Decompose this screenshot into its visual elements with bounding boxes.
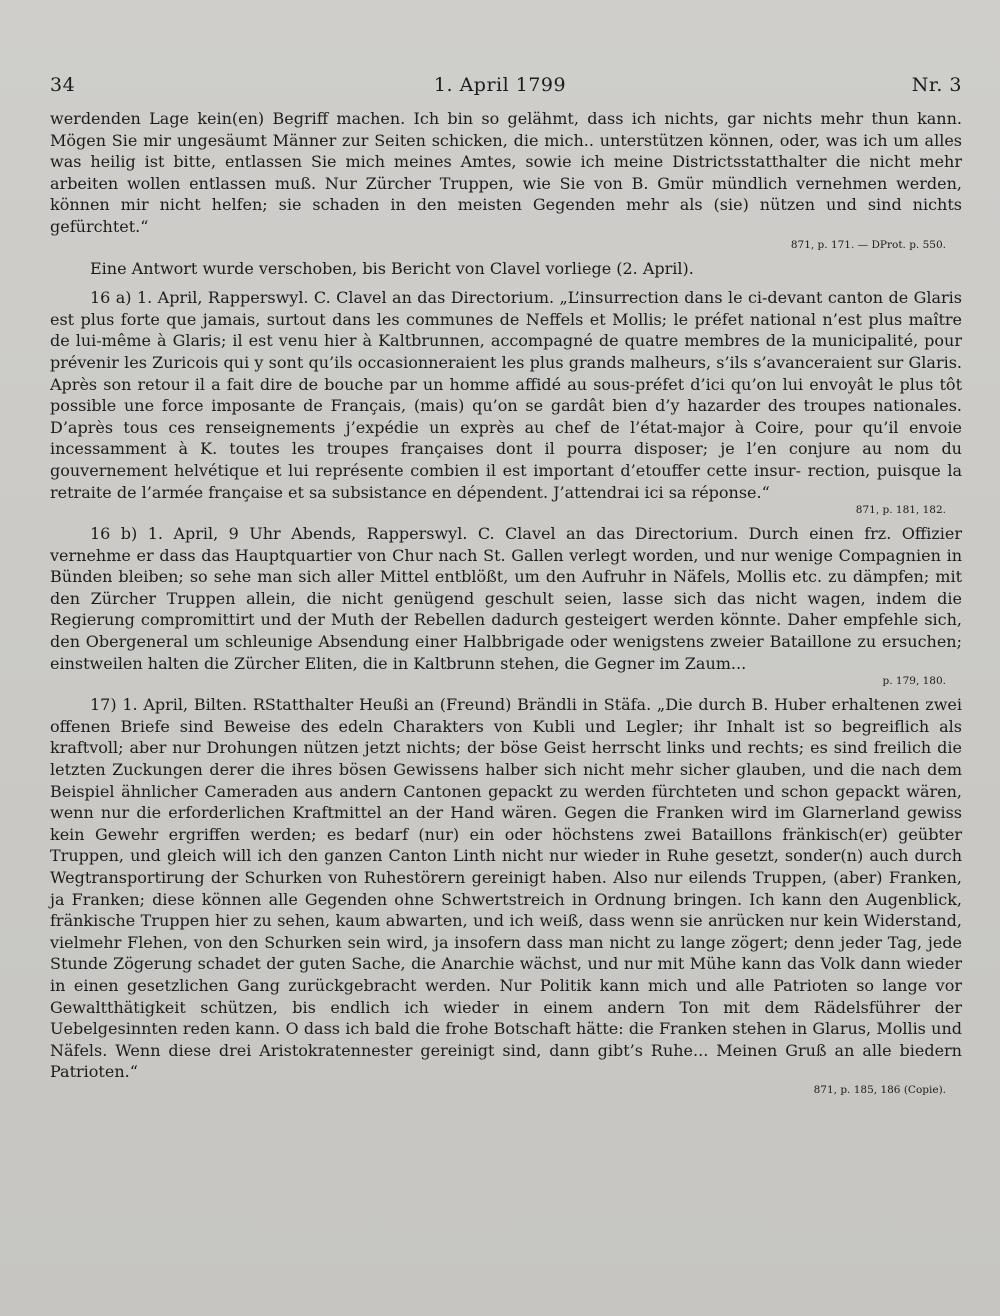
entry-16a <box>50 287 962 503</box>
citation: 871, p. 185, 186 (Copie). <box>813 1083 946 1096</box>
text-line: können mir nicht helfen; sie schaden in den meisten Gegenden mehr als (sie) nützen und sind nichts gefürchtet.“ <box>50 195 962 236</box>
citation: p. 179, 180. <box>882 675 946 688</box>
page-date: 1. April 1799 <box>433 74 567 96</box>
text-line: qu’on lui envoyât le plus tôt possible une force imposante de Français, (mais) qu’on se gardât bien d’y <box>50 374 962 416</box>
text-line: à Coire, pour qu’il envoie incessamment à K. toutes les troupes françaises dont il pourra disposer; je l’en <box>50 417 962 459</box>
text-line: Ton mit dem Rädelsführer der Uebelgesinnten reden kann. O dass ich bald die frohe Botschaft hätte: die <box>50 997 962 1039</box>
page-number: 34 <box>50 74 76 96</box>
text-line: alles was heilig ist bitte, entlassen Sie mich meines Amtes, sowie ich meine Districtsstatthalter die nicht <box>50 130 962 172</box>
editorial-note: Eine Antwort wurde verschoben, bis Bericht von Clavel vorliege (2. April). <box>90 258 694 278</box>
text-line: mit den Zürcher Truppen allein, die nicht genügend geschult seien, lasse sich das nicht wagen, indem die <box>50 567 962 608</box>
text-line: und die nach dem Beispiel ähnlicher Cameraden aus andern Cantonen gepackt zu werden fürchteten und <box>50 760 962 801</box>
text-line: sonder(n) auch durch Wegtransportirung der Schurken von Ruhestörern gereinigt haben. Also nur eilends <box>50 846 962 887</box>
text-line: nur mit Mühe kann das Volk dann wieder in einen gesetzlichen Gang zurückgebracht werden. Nur Politik <box>50 954 962 995</box>
text-line: s’avanceraient sur Glaris. Après son retour il a fait dire de bouche par un homme affidé au sous-préfet d’ici <box>50 352 963 394</box>
text-line: 16 a) 1. April, Rapperswyl. C. Clavel an das Directorium. „L’insurrection dans le ci-devant canton de <box>90 288 909 308</box>
entry-16b <box>50 523 962 674</box>
text-line: fränkisch(er) geübter Truppen, und gleich will ich den ganzen Canton Linth nicht nur wieder in Ruhe gesetzt, <box>50 824 962 866</box>
text-line: 17) 1. April, Bilten. RStatthalter Heußi an (Freund) Brändli in Stäfa. „Die durch B. Huber erhaltenen <box>90 695 920 715</box>
text-line: sind freilich die letzten Zuckungen derer die ihres bösen Gewissens halber sich nicht mehr sicher glauben, <box>50 738 962 780</box>
citation: 871, p. 171. — DProt. p. 550. <box>790 238 946 251</box>
text-line: plus maître de lui-même à Glaris; il est venu hier à Kaltbrunnen, accompagné de quatre membres de la <box>50 309 962 351</box>
text-line: den Obergeneral um schleunige Absendung einer Halbbrigade oder wenigstens zweier Bataillone zu ersuchen; <box>50 632 962 652</box>
text-line: im Glarnerland gewiss kein Gewehr ergriffen werden; es bedarf (nur) ein oder höchstens zwei Bataillons <box>50 803 962 844</box>
text-line: Franken stehen in Glarus, Mollis und Näfels. Wenn diese drei Aristokratennester gereinigt sind, dann gibt’s <box>50 1019 962 1060</box>
text-line: vernehme er dass das Hauptquartier von Chur nach St. Gallen verlegt worden, und nur wenige Compagnien <box>50 545 941 565</box>
text-line: Glaris est plus forte que jamais, surtout dans les communes de Neffels et Mollis; le préfet national n’est <box>50 288 963 329</box>
text-line: einstweilen halten die Zürcher Eliten, die in Kaltbrunn stehen, die Gegner im Zaum... <box>50 653 747 673</box>
page-header <box>50 74 962 96</box>
text-line: Truppen, (aber) Franken, ja Franken; diese können alle Gegenden ohne Schwertstreich in Ordnung bringen. <box>50 868 963 909</box>
text-line: Mögen Sie mir ungesäumt Männer zur Seiten schicken, die mich.. unterstützen können, oder, was ich um <box>50 130 919 150</box>
text-line: municipalité, pour prévenir les Zuricois qui y sont qu’ils occasionneraient les plus grands malheurs, s’ils <box>50 331 963 372</box>
text-line: 16 b) 1. April, 9 Uhr Abends, Rapperswyl. C. Clavel an das Directorium. Durch einen frz. Offizier <box>90 524 962 544</box>
entry-15-continuation <box>50 108 962 238</box>
body-text <box>50 108 962 1097</box>
text-line: werdenden Lage kein(en) Begriff machen. Ich bin so gelähmt, dass ich nichts, gar nichts mehr thun kann. <box>50 109 962 128</box>
text-line: zwei offenen Briefe sind Beweise des edeln Charakters von Kubli und Legler; ihr Inhalt ist so begreiflich <box>50 695 963 736</box>
text-line: rection, puisque la retraite de l’armée française et sa subsistance en dépendent. J’attendrai ici sa réponse.“ <box>50 460 963 502</box>
text-line: schon gepackt wären, wenn nur die erforderlichen Kraftmittel an der Hand wären. Gegen die Franken wird <box>50 781 963 823</box>
document-number: Nr. 3 <box>911 74 962 96</box>
text-line: anrücken nur kein Widerstand, vielmehr Flehen, von den Schurken sein wird, ja insofern dass man nicht <box>50 911 963 952</box>
text-line: als kraftvoll; aber nur Drohungen nützen jetzt nichts; der böse Geist herrscht links und rechts; es <box>50 716 962 758</box>
text-line: conjure au nom du gouvernement helvétique et lui représente combien il est important d’etouffer cette insur- <box>50 439 962 480</box>
text-line: Regierung compromittirt und der Muth der Rebellen dadurch gesteigert werden könnte. Daher empfehle sich, <box>50 610 962 630</box>
text-line: kann mich und alle Patrioten so lange vor Gewaltthätigkeit schützen, bis endlich ich wieder in einem andern <box>50 975 963 1017</box>
entry-17 <box>50 694 962 1083</box>
text-line: Ich kann den Augenblick, fränkische Truppen hier zu sehen, kaum abwarten, und ich weiß, dass wenn sie <box>50 889 963 931</box>
text-line: hazarder des troupes nationales. D’après tous ces renseignements j’expédie un exprès au chef de l’état-major <box>50 396 962 437</box>
text-line: in Bünden bleiben; so sehe man sich aller Mittel entblößt, um den Aufruhr in Näfels, Mollis etc. zu dämpfen; <box>50 545 962 587</box>
text-line: mehr arbeiten wollen entlassen muß. Nur Zürcher Truppen, wie Sie von B. Gmür mündlich vernehmen werden, <box>50 152 962 193</box>
text-line: Ruhe... Meinen Gruß an alle biedern Patrioten.“ <box>50 1040 962 1082</box>
text-line: zu lange zögert; denn jeder Tag, jede Stunde Zögerung schadet der guten Sache, die Anarchie wächst, und <box>50 932 963 974</box>
citation: 871, p. 181, 182. <box>855 504 946 517</box>
